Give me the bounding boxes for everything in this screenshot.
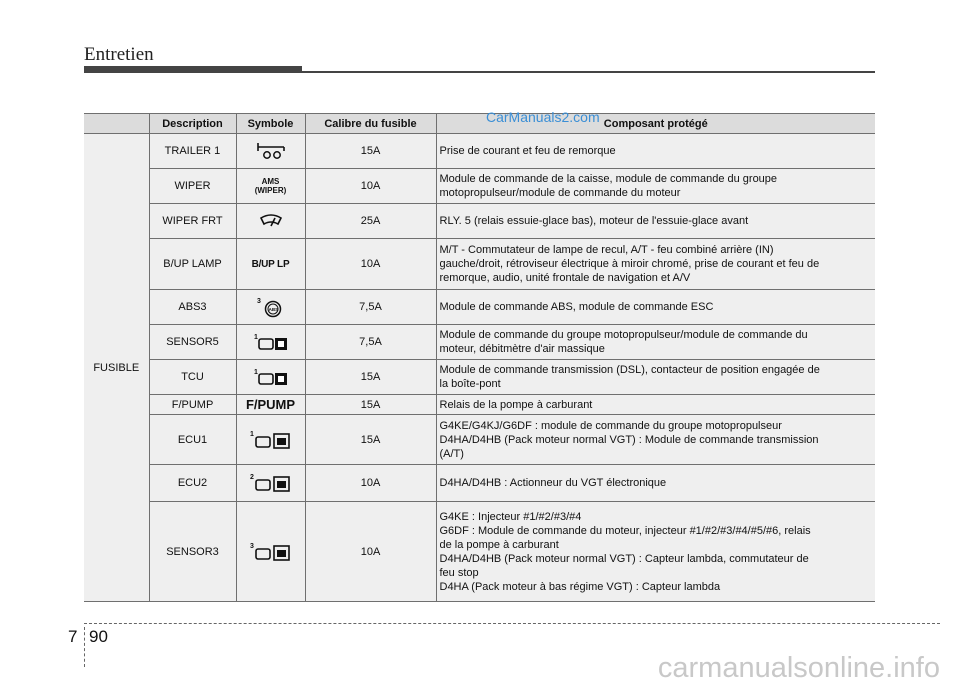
column-header-description: Description bbox=[149, 114, 236, 134]
group-label-fusible: FUSIBLE bbox=[84, 134, 149, 602]
composant-line: Module de commande ABS, module de commande ESC bbox=[439, 301, 714, 313]
bup-lp-symbol: B/UP LP bbox=[251, 259, 290, 270]
section-title: Entretien bbox=[84, 44, 154, 65]
table-row bbox=[84, 325, 875, 360]
table-row bbox=[84, 415, 875, 465]
composant-line: Prise de courant et feu de remorque bbox=[439, 145, 616, 157]
symbol-cell bbox=[236, 360, 305, 395]
row-composant bbox=[436, 290, 875, 325]
composant-line: remorque, audio, unité frontale de navigation et A/V bbox=[439, 272, 691, 284]
row-description: B/UP LAMP bbox=[149, 239, 236, 290]
symbol-cell bbox=[236, 395, 305, 415]
table-row bbox=[84, 239, 875, 290]
symbol-cell bbox=[236, 239, 305, 290]
composant-line: G6DF : Module de commande du moteur, injecteur #1/#2/#3/#4/#5/#6, relais bbox=[439, 524, 811, 537]
column-header-calibre: Calibre du fusible bbox=[305, 114, 436, 134]
symbol-cell bbox=[236, 465, 305, 502]
row-calibre: 15A bbox=[305, 360, 436, 395]
engine-ecu-icon bbox=[249, 429, 293, 451]
composant-line: feu stop bbox=[439, 566, 479, 579]
table-row bbox=[84, 169, 875, 204]
composant-line: gauche/droit, rétroviseur électrique à miroir chromé, prise de courant et feu de bbox=[439, 258, 820, 270]
row-composant bbox=[436, 204, 875, 239]
svg-text:3: 3 bbox=[256, 298, 261, 305]
row-description: WIPER FRT bbox=[149, 204, 236, 239]
composant-line: motopropulseur/module de commande du moteur bbox=[439, 187, 681, 199]
composant-line: D4HA (Pack moteur à bas régime VGT) : Capteur lambda bbox=[439, 580, 721, 593]
footer-watermark: carmanualsonline.info bbox=[657, 652, 940, 684]
row-calibre: 7,5A bbox=[305, 290, 436, 325]
composant-line: G4KE/G4KJ/G6DF : module de commande du groupe motopropulseur bbox=[439, 419, 782, 432]
row-composant bbox=[436, 169, 875, 204]
composant-line: M/T - Commutateur de lampe de recul, A/T - feu combiné arrière (IN) bbox=[439, 244, 774, 256]
symbol-cell bbox=[236, 325, 305, 360]
row-description: ECU1 bbox=[149, 415, 236, 465]
row-description: WIPER bbox=[149, 169, 236, 204]
row-composant bbox=[436, 239, 875, 290]
row-calibre: 10A bbox=[305, 502, 436, 602]
composant-line: Module de commande transmission (DSL), contacteur de position engagée de bbox=[439, 364, 820, 376]
row-composant bbox=[436, 415, 875, 465]
row-composant bbox=[436, 465, 875, 502]
composant-line: Module de commande de la caisse, module de commande du groupe bbox=[439, 173, 778, 185]
row-description: SENSOR5 bbox=[149, 325, 236, 360]
row-calibre: 15A bbox=[305, 395, 436, 415]
row-description: TCU bbox=[149, 360, 236, 395]
svg-text:1: 1 bbox=[253, 369, 258, 376]
table-row bbox=[84, 360, 875, 395]
row-composant bbox=[436, 360, 875, 395]
table-row bbox=[84, 395, 875, 415]
row-composant bbox=[436, 134, 875, 169]
row-calibre: 10A bbox=[305, 465, 436, 502]
column-header-symbole: Symbole bbox=[236, 114, 305, 134]
abs-icon bbox=[256, 296, 286, 318]
wiper-icon bbox=[258, 213, 284, 229]
table-row bbox=[84, 134, 875, 169]
row-description: TRAILER 1 bbox=[149, 134, 236, 169]
composant-line: G4KE : Injecteur #1/#2/#3/#4 bbox=[439, 510, 582, 523]
row-composant bbox=[436, 502, 875, 602]
header-rule bbox=[302, 71, 875, 73]
composant-line: D4HA/D4HB (Pack moteur normal VGT) : Module de commande transmission bbox=[439, 433, 819, 446]
table-row bbox=[84, 465, 875, 502]
row-calibre: 15A bbox=[305, 415, 436, 465]
symbol-cell bbox=[236, 415, 305, 465]
table-row bbox=[84, 502, 875, 602]
composant-line: de la pompe à carburant bbox=[439, 538, 559, 551]
footer-dashed-rule bbox=[84, 623, 940, 624]
trailer-icon bbox=[254, 141, 288, 161]
symbol-cell bbox=[236, 134, 305, 169]
row-calibre: 25A bbox=[305, 204, 436, 239]
row-description: F/PUMP bbox=[149, 395, 236, 415]
composant-line: (A/T) bbox=[439, 447, 464, 460]
symbol-cell bbox=[236, 502, 305, 602]
symbol-cell bbox=[236, 169, 305, 204]
svg-text:1: 1 bbox=[249, 430, 254, 438]
composant-line: D4HA/D4HB (Pack moteur normal VGT) : Capteur lambda, commutateur de bbox=[439, 552, 809, 565]
header-bar bbox=[84, 66, 302, 73]
row-description: ECU2 bbox=[149, 465, 236, 502]
ams-wiper-symbol: AMS (WIPER) bbox=[254, 176, 287, 195]
engine-sensor-icon bbox=[253, 332, 289, 352]
composant-line: moteur, débitmètre d'air massique bbox=[439, 343, 605, 355]
table-row bbox=[84, 204, 875, 239]
table-row bbox=[84, 290, 875, 325]
watermark-top: CarManuals2.com bbox=[486, 109, 600, 125]
composant-line: Module de commande du groupe motopropulseur/module de commande du bbox=[439, 329, 808, 341]
row-calibre: 10A bbox=[305, 169, 436, 204]
symbol-cell bbox=[236, 204, 305, 239]
table-header-row bbox=[84, 114, 875, 134]
composant-line: D4HA/D4HB : Actionneur du VGT électronique bbox=[439, 477, 667, 489]
svg-text:1: 1 bbox=[253, 334, 258, 341]
row-composant bbox=[436, 325, 875, 360]
svg-text:3: 3 bbox=[249, 542, 254, 550]
fpump-symbol: F/PUMP bbox=[245, 397, 296, 412]
composant-line: la boîte-pont bbox=[439, 378, 501, 390]
composant-line: RLY. 5 (relais essuie-glace bas), moteur de l'essuie-glace avant bbox=[439, 215, 749, 227]
engine-ecu-icon bbox=[249, 472, 293, 494]
row-description: ABS3 bbox=[149, 290, 236, 325]
engine-ecu-icon bbox=[249, 541, 293, 563]
row-description: SENSOR3 bbox=[149, 502, 236, 602]
header-group-blank bbox=[84, 114, 149, 134]
svg-text:ABS: ABS bbox=[268, 307, 278, 312]
symbol-cell bbox=[236, 290, 305, 325]
page-number: 90 bbox=[89, 627, 108, 646]
row-calibre: 10A bbox=[305, 239, 436, 290]
chapter-number: 7 bbox=[68, 627, 78, 646]
svg-text:2: 2 bbox=[249, 474, 254, 481]
column-header-composant: Composant protégé bbox=[436, 114, 875, 134]
footer-page-divider bbox=[84, 627, 85, 667]
composant-line: Relais de la pompe à carburant bbox=[439, 398, 593, 411]
engine-sensor-icon bbox=[253, 367, 289, 387]
row-calibre: 7,5A bbox=[305, 325, 436, 360]
row-composant bbox=[436, 395, 875, 415]
row-calibre: 15A bbox=[305, 134, 436, 169]
fuse-table bbox=[84, 113, 875, 602]
